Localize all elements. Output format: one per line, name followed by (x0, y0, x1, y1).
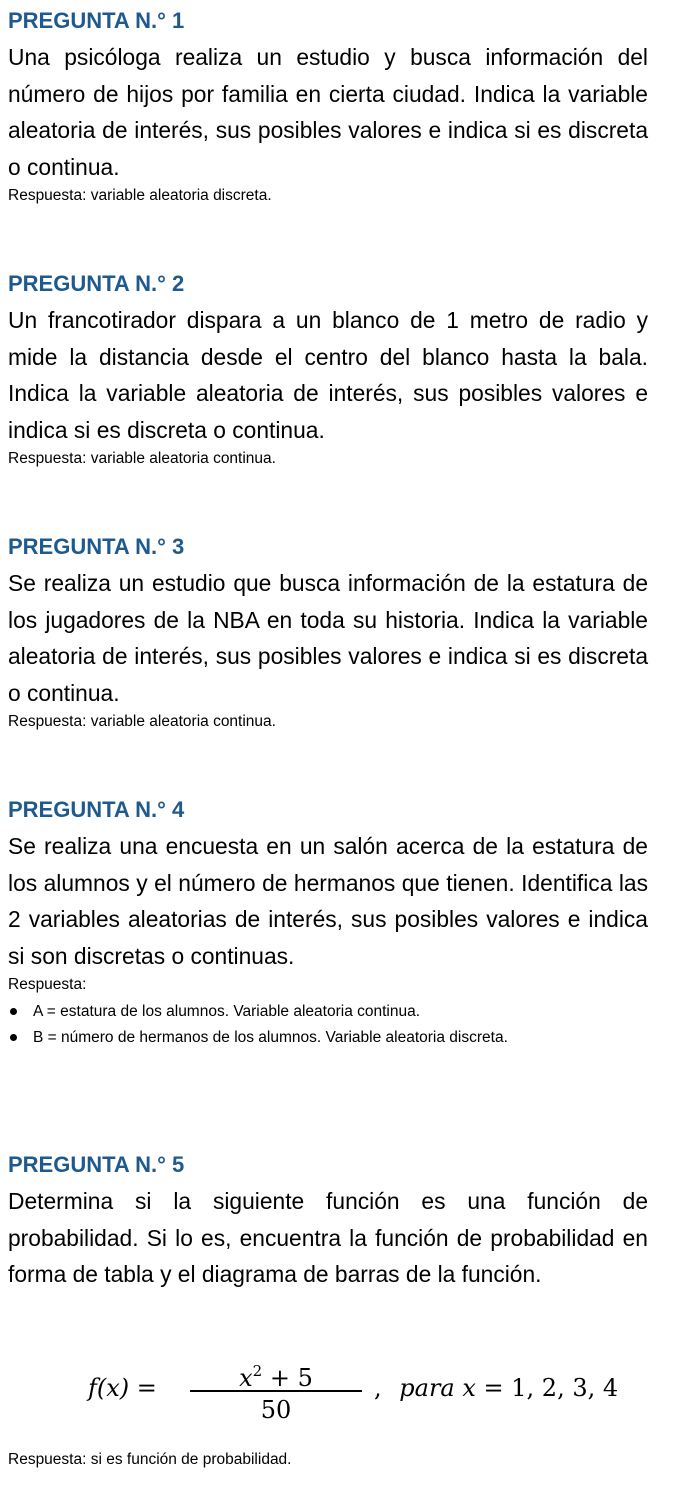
bullet-text: A = estatura de los alumnos. Variable aleatoria continua. (33, 1003, 421, 1020)
formula-numerator (190, 1352, 362, 1390)
answer-bullet-item (8, 999, 648, 1025)
answer-list (8, 999, 648, 1051)
formula-separator: , (374, 1374, 382, 1402)
bullet-text: B = número de hermanos de los alumnos. Variable aleatoria discreta. (33, 1029, 508, 1046)
answer-bullet-item (8, 1025, 648, 1051)
question-text: Una psicóloga realiza un estudio y busca información del número de hijos por familia en cierta ciudad. Indica la variable aleatoria de interés, sus posibles valores e indica si es discreta o continua. (8, 44, 648, 180)
answer-text: Respuesta: variable aleatoria continua. (8, 450, 276, 467)
question-5 (8, 1152, 648, 1293)
question-1 (8, 8, 648, 206)
formula-condition: para x = (399, 1374, 504, 1402)
question-2 (8, 271, 648, 469)
answer-label: Respuesta: (8, 976, 87, 993)
question-title: PREGUNTA N.° 1 (8, 8, 185, 33)
question-title: PREGUNTA N.° 5 (8, 1152, 185, 1177)
formula-lhs: f(x) = (88, 1374, 157, 1402)
question-text: Un francotirador dispara a un blanco de 1 metro de radio y mide la distancia desde el centro del blanco hasta la bala. Indica la variable aleatoria de interés, sus posibles valores e indica si es discreta o continua. (8, 307, 648, 443)
formula-values: 1, 2, 3, 4 (511, 1374, 619, 1402)
question-title: PREGUNTA N.° 3 (8, 534, 185, 559)
question-title: PREGUNTA N.° 2 (8, 271, 185, 296)
question-text: Determina si la siguiente función es una función de probabilidad. Si lo es, encuentra la función de probabilidad en forma de tabla y el diagrama de barras de la función. (8, 1188, 648, 1287)
bullet-icon (10, 1034, 17, 1041)
question-4 (8, 797, 648, 1051)
question-title: PREGUNTA N.° 4 (8, 797, 185, 822)
question-text: Se realiza un estudio que busca información de la estatura de los jugadores de la NBA en toda su historia. Indica la variable aleatoria de interés, sus posibles valores e indica si es discreta o continua. (8, 570, 648, 706)
answer-text: Respuesta: si es función de probabilidad. (8, 1451, 292, 1468)
answer-text: Respuesta: variable aleatoria discreta. (8, 187, 272, 204)
numerator-exponent: 2 (252, 1362, 263, 1380)
formula-fraction (190, 1352, 362, 1428)
formula-denominator: 50 (260, 1395, 292, 1424)
bullet-icon (10, 1008, 17, 1015)
question-text: Se realiza una encuesta en un salón acerca de la estatura de los alumnos y el número de hermanos que tienen. Identifica las 2 variables aleatorias de interés, sus posibles valores e indica si son discretas o continuas. (8, 833, 648, 969)
question-3 (8, 534, 648, 732)
probability-function-formula (88, 1352, 619, 1432)
formula-domain (374, 1374, 618, 1402)
answer-text: Respuesta: variable aleatoria continua. (8, 713, 276, 730)
numerator-variable: x (239, 1364, 253, 1392)
numerator-constant: + 5 (262, 1364, 313, 1392)
